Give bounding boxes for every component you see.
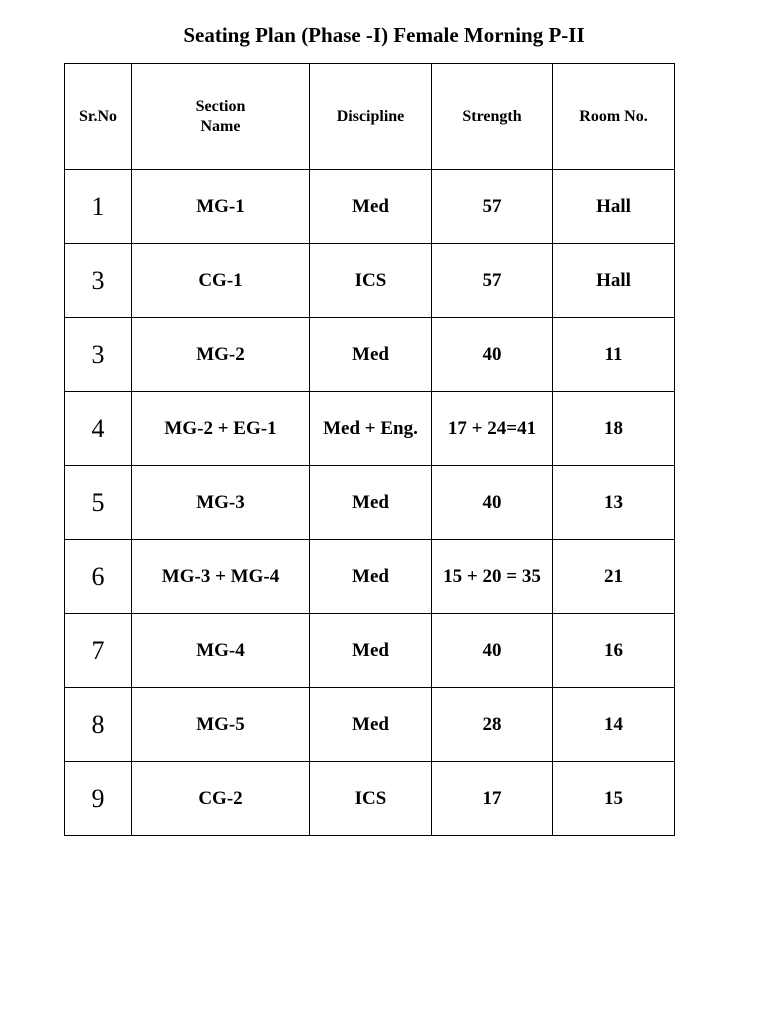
table-row	[65, 762, 675, 836]
cell-sr-no: 4	[65, 392, 132, 466]
cell-section: MG-1	[132, 170, 310, 244]
cell-sr-no: 3	[65, 318, 132, 392]
table-row	[65, 318, 675, 392]
cell-sr-no: 6	[65, 540, 132, 614]
cell-discipline: Med	[310, 466, 432, 540]
cell-discipline: ICS	[310, 244, 432, 318]
header-discipline: Discipline	[310, 64, 432, 170]
cell-section: MG-2 + EG-1	[132, 392, 310, 466]
cell-room: Hall	[553, 244, 675, 318]
header-section-name: Section Name	[132, 64, 310, 170]
cell-strength: 57	[432, 170, 553, 244]
cell-sr-no: 3	[65, 244, 132, 318]
cell-strength: 40	[432, 466, 553, 540]
cell-discipline: Med + Eng.	[310, 392, 432, 466]
cell-section: MG-3 + MG-4	[132, 540, 310, 614]
header-sr-no: Sr.No	[65, 64, 132, 170]
cell-discipline: Med	[310, 318, 432, 392]
table-header-row	[65, 64, 675, 170]
cell-section: MG-2	[132, 318, 310, 392]
table-row	[65, 614, 675, 688]
cell-discipline: Med	[310, 688, 432, 762]
cell-section: CG-1	[132, 244, 310, 318]
cell-section: MG-3	[132, 466, 310, 540]
table-row	[65, 466, 675, 540]
cell-room: 18	[553, 392, 675, 466]
cell-section: MG-4	[132, 614, 310, 688]
cell-strength: 40	[432, 614, 553, 688]
cell-discipline: Med	[310, 540, 432, 614]
table-row	[65, 244, 675, 318]
cell-sr-no: 7	[65, 614, 132, 688]
table-row	[65, 392, 675, 466]
cell-strength: 57	[432, 244, 553, 318]
header-room-no: Room No.	[553, 64, 675, 170]
header-strength: Strength	[432, 64, 553, 170]
table-row	[65, 688, 675, 762]
cell-sr-no: 1	[65, 170, 132, 244]
cell-room: 13	[553, 466, 675, 540]
table-row	[65, 170, 675, 244]
cell-section: CG-2	[132, 762, 310, 836]
cell-room: 14	[553, 688, 675, 762]
cell-room: Hall	[553, 170, 675, 244]
cell-strength: 28	[432, 688, 553, 762]
page-title: Seating Plan (Phase -I) Female Morning P-II	[183, 23, 585, 47]
cell-discipline: Med	[310, 614, 432, 688]
cell-strength: 17	[432, 762, 553, 836]
cell-section: MG-5	[132, 688, 310, 762]
cell-sr-no: 5	[65, 466, 132, 540]
cell-room: 16	[553, 614, 675, 688]
cell-discipline: Med	[310, 170, 432, 244]
cell-sr-no: 8	[65, 688, 132, 762]
cell-sr-no: 9	[65, 762, 132, 836]
seating-plan-table	[64, 63, 675, 836]
cell-room: 21	[553, 540, 675, 614]
cell-room: 15	[553, 762, 675, 836]
cell-room: 11	[553, 318, 675, 392]
cell-strength: 40	[432, 318, 553, 392]
cell-strength: 15 + 20 = 35	[432, 540, 553, 614]
cell-strength: 17 + 24=41	[432, 392, 553, 466]
table-row	[65, 540, 675, 614]
cell-discipline: ICS	[310, 762, 432, 836]
